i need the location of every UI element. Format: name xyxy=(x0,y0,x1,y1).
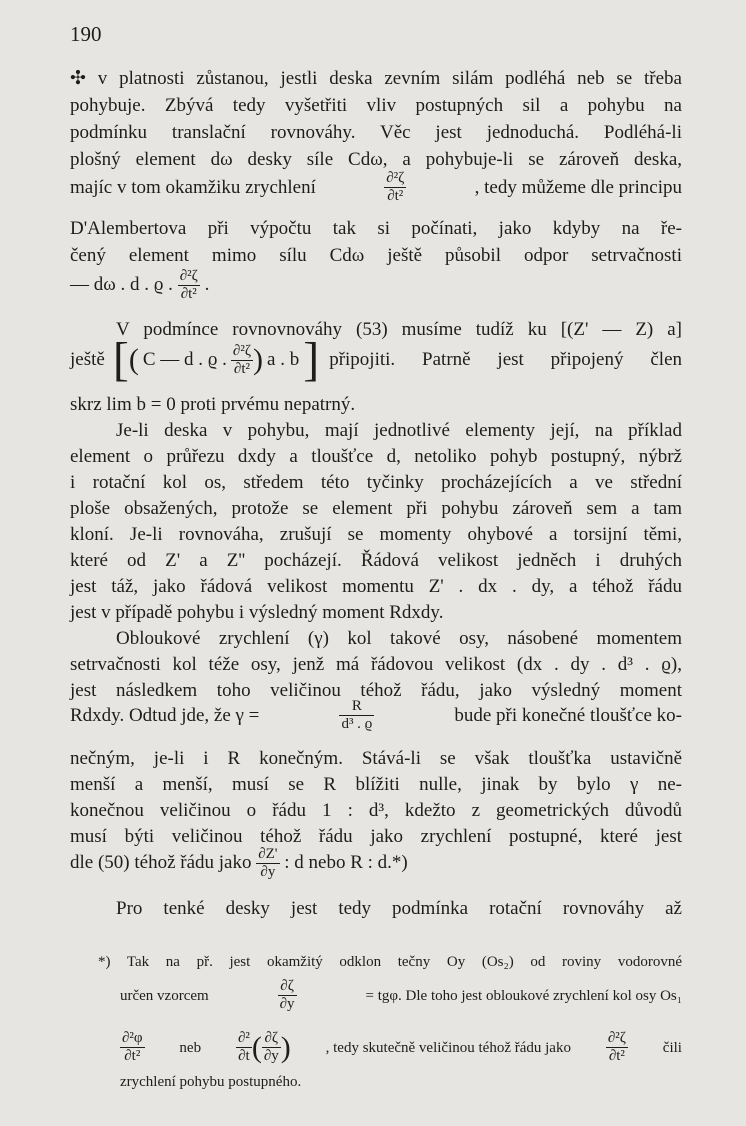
text-run: — dω . d . ϱ . xyxy=(70,273,173,295)
text-run: majíc v tom okamžiku zrychlení xyxy=(70,176,316,198)
paren-open: ( xyxy=(128,343,139,376)
page-number: 190 xyxy=(70,22,102,46)
fraction-denominator: ∂y xyxy=(279,996,295,1012)
text-line: kloní. Je-li rovnováha, zrušují se momenty ohybové a torsijní těmi, xyxy=(70,524,682,545)
text-run: , tedy skutečně veličinou téhož řádu jako xyxy=(325,1039,571,1056)
equation-line-bracket xyxy=(70,333,682,386)
equation-line-gamma xyxy=(70,698,682,733)
fraction-denominator: ∂t² xyxy=(233,360,250,377)
text-line: čený element mimo sílu Cdω ještě působil odpor setrvačnosti xyxy=(70,245,682,266)
fraction-numerator: ∂² xyxy=(237,1030,250,1046)
text-run: dle (50) téhož řádu jako xyxy=(70,851,252,873)
text-run: a . b xyxy=(267,349,300,370)
text-run: bude při konečné tloušťce ko- xyxy=(454,704,682,726)
text-run: Rdxdy. Odtud jde, že γ = xyxy=(70,704,260,726)
fraction-denominator: d³ . ϱ xyxy=(341,716,373,732)
fraction-numerator: ∂ζ xyxy=(262,1030,281,1048)
bracket-close: ] xyxy=(303,333,320,386)
fraction-denominator: ∂t² xyxy=(180,286,197,302)
text-line: pohybuje. Zbývá tedy vyšetřiti vliv postupných sil a pohybu na xyxy=(70,95,682,116)
fraction xyxy=(120,1030,145,1065)
footnote-line: zrychlení pohybu postupného. xyxy=(120,1074,302,1090)
fraction xyxy=(606,1030,628,1065)
text-run: : d nebo R : d.*) xyxy=(284,851,408,873)
bracket-open: [ xyxy=(112,333,129,386)
text-line: plošný element dω desky síle Cdω, a pohybuje-li se zároveň deska, xyxy=(70,149,682,170)
text-line: které od Z' a Z'' pocházejí. Řádová velikost jedněch i druhých xyxy=(70,550,682,571)
fraction-denominator: ∂t² xyxy=(387,188,404,204)
text-run: = tgφ. Dle toho jest obloukové zrychlení kol osy Os₁ xyxy=(365,987,682,1004)
text-run: C — d . ϱ . xyxy=(142,349,227,370)
fraction xyxy=(384,170,406,205)
text-run: určen vzorcem xyxy=(120,987,209,1004)
fraction-numerator: ∂ζ xyxy=(278,978,297,996)
text-line: Je-li deska v pohybu, mají jednotlivé elementy její, na příklad xyxy=(116,420,682,441)
text-line: Pro tenké desky jest tedy podmínka rotační rovnováhy až xyxy=(116,898,682,919)
fraction xyxy=(231,343,253,378)
fraction-numerator: ∂²ζ xyxy=(232,342,252,359)
fraction xyxy=(178,268,200,303)
paren-open: ( xyxy=(251,1030,262,1064)
fraction-numerator: ∂²φ xyxy=(122,1030,143,1046)
fraction-denominator: ∂t² xyxy=(124,1048,141,1064)
equation-line-order xyxy=(70,846,408,881)
text-line: i rotační kol os, středem této tyčinky procházejících a ve střední xyxy=(70,472,682,493)
text-run: neb xyxy=(179,1039,202,1056)
equation-inertia-term xyxy=(70,268,209,303)
paren-close: ) xyxy=(253,343,264,376)
fraction-numerator: ∂²ζ xyxy=(386,170,405,186)
text-line: Obloukové zrychlení (γ) kol takové osy, násobené momentem xyxy=(116,628,682,649)
text-line: element o průřezu dxdy a tloušťce d, netoliko pohyb postupný, nýbrž xyxy=(70,446,682,467)
text-line: skrz lim b = 0 proti prvému nepatrný. xyxy=(70,394,356,415)
footnote-equation-angular xyxy=(120,1030,682,1065)
fraction xyxy=(236,1030,252,1065)
footnote-equation-tangent xyxy=(120,978,682,1013)
text-line: konečnou veličinou o řádu 1 : d³, kdežto z geometrických důvodů xyxy=(70,800,682,821)
fraction-numerator: ∂²ζ xyxy=(179,268,198,284)
footnote-line: *) Tak na př. jest okamžitý odklon tečny Oy (Os₂) od roviny vodorovné xyxy=(98,954,682,970)
derivative-group xyxy=(236,1030,291,1065)
text-line: jest v případě pohybu i výsledný moment Rdxdy. xyxy=(70,602,444,623)
text-line: D'Alembertova při výpočtu tak si počínati, jako kdyby na ře- xyxy=(70,218,682,239)
text-run: ještě xyxy=(70,349,105,370)
fraction-denominator: ∂t xyxy=(238,1048,250,1064)
text-line: setrvačnosti kol téže osy, jenž má řádovou velikost (dx . dy . d³ . ϱ), xyxy=(70,654,682,675)
fraction-denominator: ∂y xyxy=(263,1048,279,1064)
fraction-denominator: ∂y xyxy=(260,864,276,880)
text-run: čili xyxy=(662,1039,682,1056)
fraction-denominator: ∂t² xyxy=(608,1048,625,1064)
paren-close: ) xyxy=(280,1030,291,1064)
text-run: , tedy můžeme dle principu xyxy=(474,176,682,198)
fraction-numerator: R xyxy=(339,698,374,716)
text-line: ✣ v platnosti zůstanou, jestli deska zevním silám podléhá neb se třeba xyxy=(70,68,682,89)
text-line: V podmínce rovnovnováhy (53) musíme tudíž ku [(Z' — Z) a] xyxy=(116,319,682,340)
text-line: ploše obsažených, protože se element při pohybu zároveň sem a tam xyxy=(70,498,682,519)
text-run: připojiti. Patrně jest připojený člen xyxy=(329,349,682,370)
text-line: podmínku translační rovnováhy. Věc jest jednoduchá. Podléhá-li xyxy=(70,122,682,143)
text-line: musí býti veličinou téhož řádu jako zrychlení postupné, které jest xyxy=(70,826,682,847)
text-line: jest táž, jako řádová velikost momentu Z' . dx . dy, a téhož řádu xyxy=(70,576,682,597)
text-line: menší a menší, musí se R blížiti nulle, jinak by bylo γ ne- xyxy=(70,774,682,795)
fraction xyxy=(278,978,297,1013)
equation-line-acceleration xyxy=(70,170,682,205)
fraction xyxy=(262,1030,281,1065)
fraction-numerator: ∂Z' xyxy=(258,846,278,862)
fraction xyxy=(339,698,374,733)
text-line: nečným, je-li i R konečným. Stává-li se však tloušťka ustavičně xyxy=(70,748,682,769)
text-run: . xyxy=(204,273,210,295)
fraction-numerator: ∂²ζ xyxy=(607,1030,626,1046)
text-line: jest následkem toho veličinou téhož řádu, jako výsledný moment xyxy=(70,680,682,701)
fraction xyxy=(256,846,279,881)
